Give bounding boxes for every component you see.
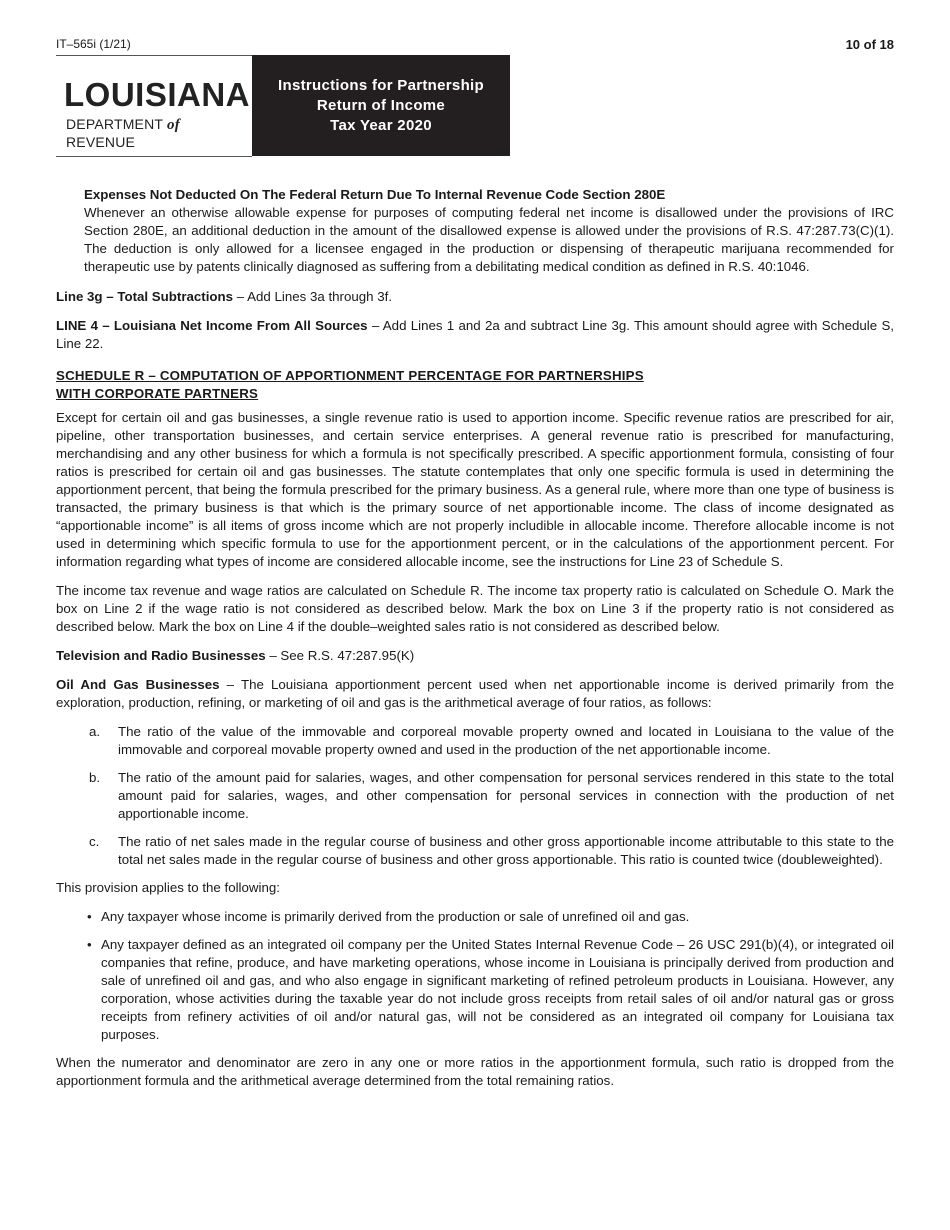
page-number: 10 of 18 (845, 37, 894, 52)
bullet-icon: • (87, 937, 92, 952)
list-item (56, 723, 894, 759)
closing-paragraph: When the numerator and denominator are zero in any one or more ratios in the apportionment formula, such ratio is dropped from the apportionment formula and the arithmetical average determined from the total remaining ratios. (56, 1055, 894, 1088)
logo-revenue: REVENUE (66, 134, 136, 150)
schedule-r-heading (56, 367, 894, 403)
list-item (56, 936, 894, 1044)
oil-gas-label: Oil And Gas Businesses (56, 677, 220, 692)
list-item (56, 833, 894, 869)
list-item-marker: c. (89, 834, 100, 849)
document-header (56, 55, 510, 156)
tv-radio-text: – See R.S. 47:287.95(K) (265, 648, 415, 663)
bullet-icon: • (87, 909, 92, 924)
line-3g-text: – Add Lines 3a through 3f. (233, 289, 393, 304)
ratio-list (56, 723, 894, 869)
provision-bullets (56, 908, 894, 1044)
section-280e-heading: Expenses Not Deducted On The Federal Return Due To Internal Revenue Code Section 280E (84, 187, 666, 202)
schedule-r-paragraph-1: Except for certain oil and gas businesses, a single revenue ratio is used to apportion income. Specific revenue ratios are prescribed for air, pipeline, other transportation businesses, and certain service enterprises. A general revenue ratio is prescribed for manufacturing, merchandising and any other business for which a formula is not specifically prescribed. A specific apportionment formula, consisting of four ratios is prescribed for certain oil and gas businesses. The statute contemplates that only one specific formula is used in determining the apportionment percent, that being the formula prescribed for the primary business. As a general rule, where more than one type of business is transacted, the primary business is that which is the primary source of net apportionable income. The class of income designated as “apportionable income” is all items of gross income which are not properly includible in allocable income. Therefore allocable income is not used in determining which specific formula to use for the apportionment percent, or in the calculations of the apportionment percent. For information regarding what types of income are considered allocable income, see the instructions for Line 23 of Schedule S. (56, 410, 894, 569)
list-item-text: The ratio of net sales made in the regular course of business and other gross apportionable income attributable to this state to the total net sales made in the regular course of business and other gross apportionable. This ratio is counted twice (doubleweighted). (118, 834, 894, 867)
document-title-box (252, 55, 510, 156)
schedule-r-paragraph-2: The income tax revenue and wage ratios are calculated on Schedule R. The income tax property ratio is calculated on Schedule O. Mark the box on Line 2 if the wage ratio is not considered as described below. Mark the box on Line 3 if the property ratio is not considered as described below. Mark the box on Line 4 if the double–weighted sales ratio is not considered as described below. (56, 583, 894, 634)
logo-subtitle (66, 116, 252, 150)
schedule-r-heading-line-2: WITH CORPORATE PARTNERS (56, 386, 259, 401)
bullet-text: Any taxpayer defined as an integrated oil company per the United States Internal Revenue Code – 26 USC 291(b)(4), or integrated oil companies that refine, produce, and have marketing operations, whose income in Louisiana is principally derived from production and sale of unrefined oil and gas, and who also engage in significant marketing of refined petroleum products in Louisiana. However, any corporation, whose activities during the taxable year do not include gross receipts from retail sales of oil and/or natural gas or gross receipts from refinery activities of oil and/or natural gas, will not be considered as an integrated oil company for Louisiana tax purposes. (101, 937, 894, 1042)
title-line-3: Tax Year 2020 (330, 117, 432, 134)
line-3g-paragraph (56, 288, 894, 306)
list-item-text: The ratio of the value of the immovable and corporeal movable property owned and located in Louisiana to the value of the immovable and corporeal movable property owned and used in the production of the net apportionable income. (118, 724, 894, 757)
schedule-r-heading-line-1: SCHEDULE R – COMPUTATION OF APPORTIONMENT PERCENTAGE FOR PARTNERSHIPS (56, 368, 644, 383)
section-280e (56, 186, 894, 276)
list-item-marker: b. (89, 770, 101, 785)
logo-title: LOUISIANA (64, 76, 250, 113)
line-4-label: LINE 4 – Louisiana Net Income From All Sources (56, 318, 368, 333)
bullet-text: Any taxpayer whose income is primarily derived from the production or sale of unrefined oil and gas. (101, 909, 690, 924)
list-item (56, 769, 894, 823)
list-item (56, 908, 894, 926)
louisiana-revenue-logo (56, 55, 252, 157)
line-4-text: – Add Lines 1 and 2a and subtract Line 3g. This amount should agree with Schedule S, Line 22. (56, 318, 895, 351)
list-item-marker: a. (89, 724, 101, 739)
form-id: IT–565i (1/21) (56, 37, 131, 51)
tv-radio-paragraph (56, 647, 894, 665)
title-line-1: Instructions for Partnership (278, 77, 484, 94)
line-4-paragraph (56, 317, 894, 353)
line-3g-label: Line 3g – Total Subtractions (56, 289, 234, 304)
oil-gas-paragraph (56, 676, 894, 712)
oil-gas-text: – The Louisiana apportionment percent used when net apportionable income is derived primarily from the exploration, production, refining, or marketing of oil and gas is the arithmetical average of four ratios, as follows: (56, 677, 894, 710)
tv-radio-label: Television and Radio Businesses (56, 648, 266, 663)
document-body (56, 186, 894, 1101)
section-280e-body: Whenever an otherwise allowable expense for purposes of computing federal net income is disallowed under the provisions of IRC Section 280E, an additional deduction in the amount of the disallowed expense is allowed under the provisions of R.S. 47:287.73(C)(1). The deduction is only allowed for a licensee engaged in the production or dispensing of therapeutic marijuana recommended for therapeutic use by patents clinically diagnosed as suffering from a debilitating medical condition as defined in R.S. 40:1046. (84, 205, 894, 274)
list-item-text: The ratio of the amount paid for salaries, wages, and other compensation for personal services rendered in this state to the total amount paid for salaries, wages, and other compensation for personal services in connection with the production of net apportionable income. (118, 770, 894, 821)
logo-of: of (167, 117, 180, 133)
logo-dept: DEPARTMENT (66, 116, 163, 132)
title-line-2: Return of Income (316, 97, 446, 114)
provision-paragraph: This provision applies to the following: (56, 880, 280, 895)
